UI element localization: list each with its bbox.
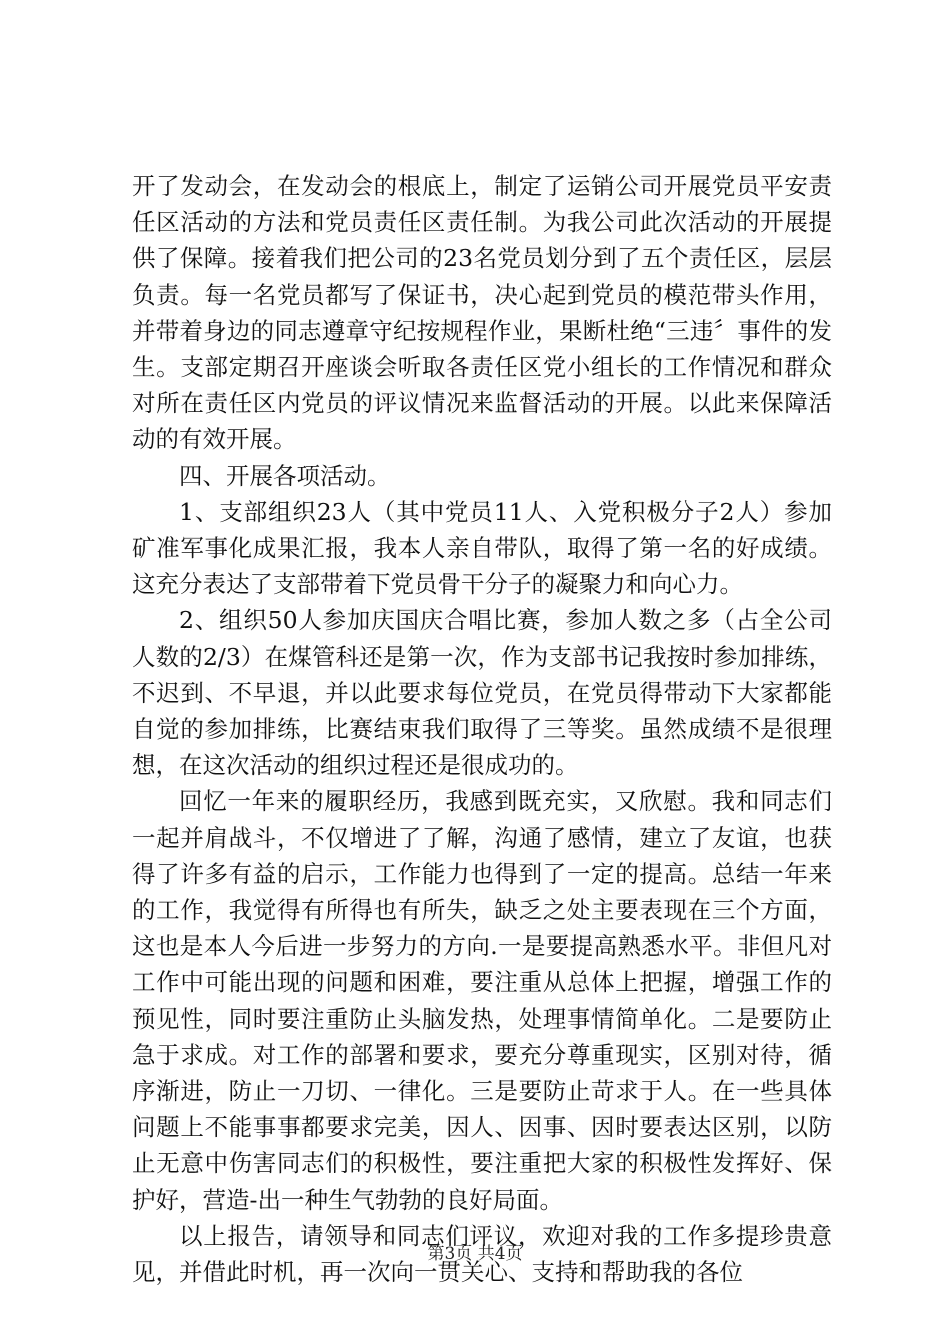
section-heading-activities: 四、开展各项活动。 <box>179 461 391 490</box>
page-number: 第3页 共4页 <box>427 1244 523 1264</box>
paragraph-activity-2: 2、组织50人参加庆国庆合唱比赛，参加人数之多（占全公司人数的2/3）在煤管科还是第一次，作为支部书记我按时参加排练，不迟到、不早退，并以此要求每位党员，在党员得带动下大家都能自觉的参加排练，比赛结束我们取得了三等奖。虽然成绩不是很理想，在这次活动的组织过程还是很成功的。 <box>132 606 832 780</box>
paragraph-reflection: 回忆一年来的履职经历，我感到既充实，又欣慰。我和同志们一起并肩战斗，不仅增进了了解，沟通了感情，建立了友谊，也获得了许多有益的启示，工作能力也得到了一定的提高。总结一年来的工作，我觉得有所得也有所失，缺乏之处主要表现在三个方面，这也是本人今后进一步努力的方向.一是要提高熟悉水平。非但凡对工作中可能出现的问题和困难，要注重从总体上把握，增强工作的预见性，同时要注重防止头脑发热，处理事情简单化。二是要防止急于求成。对工作的部署和要求，要充分尊重现实，区别对待，循序渐进，防止一刀切、一律化。三是要防止苛求于人。在一些具体问题上不能事事都要求完美，因人、因事、因时要表达区别，以防止无意中伤害同志们的积极性，要注重把大家的积极性发挥好、保护好，营造-出一种生气勃勃的良好局面。 <box>132 787 832 1214</box>
page-footer <box>0 1244 950 1264</box>
paragraph-activity-1: 1、支部组织23人（其中党员11人、入党积极分子2人）参加矿准军事化成果汇报，我本人亲自带队，取得了第一名的好成绩。这充分表达了支部带着下党员骨干分子的凝聚力和向心力。 <box>132 497 832 599</box>
paragraph-activity-intro: 开了发动会，在发动会的根底上，制定了运销公司开展党员平安责任区活动的方法和党员责任区责任制。为我公司此次活动的开展提供了保障。接着我们把公司的23名党员划分到了五个责任区，层层负责。每一名党员都写了保证书，决心起到党员的模范带头作用，并带着身边的同志遵章守纪按规程作业，果断杜绝“三违〞事件的发生。支部定期召开座谈会听取各责任区党小组长的工作情况和群众对所在责任区内党员的评议情况来监督活动的开展。以此来保障活动的有效开展。 <box>132 172 832 454</box>
document-body <box>132 168 832 1290</box>
paragraph-closing: 以上报告，请领导和同志们评议，欢迎对我的工作多提珍贵意见，并借此时机，再一次向一贯关心、支持和帮助我的各位 <box>132 1221 832 1287</box>
